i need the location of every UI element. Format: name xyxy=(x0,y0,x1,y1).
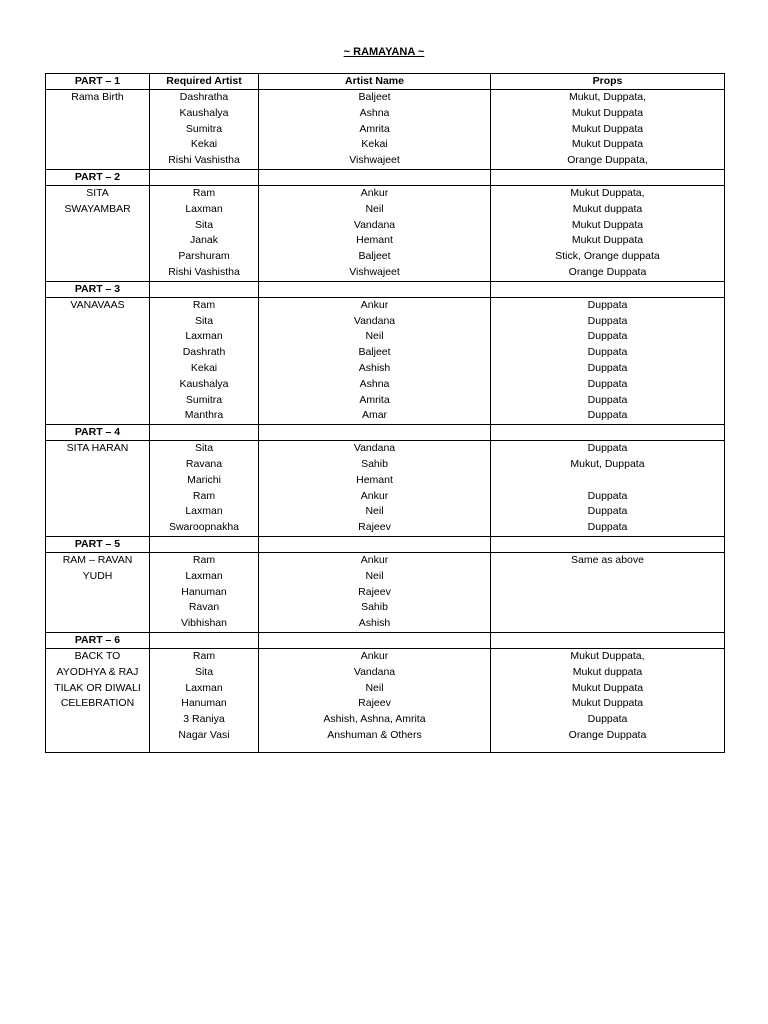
artist-name: Neil xyxy=(365,505,384,518)
artist-name: Vandana xyxy=(353,218,396,231)
artist-name: Rajeev xyxy=(358,521,391,534)
artist-name: Amrita xyxy=(359,393,390,406)
artist-name: Ankur xyxy=(360,186,389,199)
part-row xyxy=(46,169,725,185)
part-label: PART – 2 xyxy=(46,169,150,185)
props-value: Duppata xyxy=(587,521,628,534)
part-row-empty-cell xyxy=(259,169,491,185)
artist-name: Vishwajeet xyxy=(349,265,400,278)
artist-name: Neil xyxy=(365,202,384,215)
part-label: PART – 4 xyxy=(46,425,150,441)
artist-name: Ashish xyxy=(358,361,391,374)
props-cell xyxy=(491,185,725,281)
artist-name: Baljeet xyxy=(358,250,391,263)
part-row xyxy=(46,425,725,441)
section-name-line: BACK TO xyxy=(74,649,121,662)
props-value: Duppata xyxy=(587,377,628,390)
header-part: PART – 1 xyxy=(46,74,150,90)
artist-name: Baljeet xyxy=(358,91,391,103)
artist-name: Hemant xyxy=(356,473,393,486)
props-value: Duppata xyxy=(587,442,628,455)
role-cell xyxy=(150,648,259,752)
role-name: Rishi Vashistha xyxy=(168,265,240,278)
role-name: Ram xyxy=(192,553,216,566)
artist-name: Ashish xyxy=(358,617,391,630)
role-name: Ravan xyxy=(188,601,220,614)
section-name-line: SITA xyxy=(86,186,109,199)
artist-name: Ashna xyxy=(359,106,390,119)
section-name-cell xyxy=(46,297,150,424)
part-row-empty-cell xyxy=(259,425,491,441)
props-cell xyxy=(491,90,725,170)
role-name: Ram xyxy=(192,186,216,199)
document-title: ~ RAMAYANA ~ xyxy=(343,46,425,58)
role-name: Dashrath xyxy=(182,346,226,359)
role-name: Parshuram xyxy=(178,250,230,263)
props-value: Mukut duppata xyxy=(572,202,643,215)
props-value: Duppata xyxy=(587,409,628,422)
props-value: Duppata xyxy=(587,314,628,327)
role-name: Dashratha xyxy=(179,91,229,103)
header-required-artist: Required Artist xyxy=(150,74,259,90)
artist-cell xyxy=(259,441,491,537)
cast-table-body xyxy=(46,90,725,753)
part-row xyxy=(46,536,725,552)
role-cell xyxy=(150,297,259,424)
artist-name: Amrita xyxy=(359,122,390,135)
artist-name: Kekai xyxy=(361,138,388,151)
cell-padding xyxy=(46,712,149,720)
artist-name: Rajeev xyxy=(358,585,391,598)
role-name: Sita xyxy=(194,442,214,455)
part-row-empty-cell xyxy=(259,632,491,648)
part-label: PART – 3 xyxy=(46,281,150,297)
artist-name: Ankur xyxy=(360,649,389,662)
section-name-line: RAM – RAVAN xyxy=(62,553,133,566)
role-name: 3 Raniya xyxy=(183,713,225,726)
props-value: Orange Duppata xyxy=(568,265,647,278)
role-name: Ram xyxy=(192,649,216,662)
artist-cell xyxy=(259,648,491,752)
props-value xyxy=(491,569,724,585)
part-row-empty-cell xyxy=(491,281,725,297)
section-name-line: AYODHYA & RAJ xyxy=(56,665,139,678)
artist-name: Hemant xyxy=(356,234,393,247)
part-row-empty-cell xyxy=(491,632,725,648)
props-cell xyxy=(491,441,725,537)
header-row xyxy=(46,74,725,90)
part-row-empty-cell xyxy=(259,281,491,297)
role-name: Kaushalya xyxy=(179,377,229,390)
artist-cell xyxy=(259,297,491,424)
cell-padding xyxy=(150,744,258,752)
section-row xyxy=(46,297,725,424)
artist-name: Rajeev xyxy=(358,697,391,710)
part-row-empty-cell xyxy=(150,536,259,552)
part-row xyxy=(46,632,725,648)
section-name-cell xyxy=(46,648,150,752)
role-name: Laxman xyxy=(185,202,223,215)
role-name: Sumitra xyxy=(185,393,223,406)
props-value xyxy=(491,616,724,632)
role-name: Marichi xyxy=(187,473,221,486)
section-row xyxy=(46,185,725,281)
role-cell xyxy=(150,185,259,281)
part-row-empty-cell xyxy=(150,169,259,185)
artist-name: Ankur xyxy=(360,553,389,566)
role-name: Nagar Vasi xyxy=(178,728,230,741)
artist-name: Sahib xyxy=(361,601,388,614)
artist-cell xyxy=(259,90,491,170)
props-value xyxy=(491,585,724,601)
artist-name: Vandana xyxy=(353,442,396,455)
artist-name: Anshuman & Others xyxy=(327,728,422,741)
artist-name: Neil xyxy=(365,681,384,694)
artist-cell xyxy=(259,185,491,281)
artist-cell xyxy=(259,552,491,632)
props-value: Mukut duppata xyxy=(572,665,643,678)
role-name: Kaushalya xyxy=(179,106,229,119)
role-name: Laxman xyxy=(185,681,223,694)
props-value: Mukut Duppata, xyxy=(570,186,645,199)
section-name-line: VANAVAAS xyxy=(70,298,125,311)
artist-name: Ashish, Ashna, Amrita xyxy=(323,713,426,726)
header-artist-name: Artist Name xyxy=(259,74,491,90)
part-row xyxy=(46,281,725,297)
props-value: Duppata xyxy=(587,298,628,311)
props-value: Duppata xyxy=(587,361,628,374)
props-value: Mukut Duppata xyxy=(571,138,644,151)
part-row-empty-cell xyxy=(491,536,725,552)
props-value: Mukut Duppata, xyxy=(570,649,645,662)
artist-name: Ankur xyxy=(360,489,389,502)
section-name-cell xyxy=(46,90,150,170)
role-name: Hanuman xyxy=(181,585,227,598)
props-value: Mukut Duppata xyxy=(571,122,644,135)
section-name-line: YUDH xyxy=(82,569,113,582)
section-name-cell xyxy=(46,441,150,537)
artist-name: Vishwajeet xyxy=(349,154,400,167)
role-name: Laxman xyxy=(185,569,223,582)
props-value: Mukut Duppata xyxy=(571,681,644,694)
section-name-line: TILAK OR DIWALI xyxy=(54,681,141,694)
props-value: Orange Duppata, xyxy=(567,154,648,167)
props-value: Mukut Duppata xyxy=(571,697,644,710)
role-name: Ram xyxy=(192,298,216,311)
header-props: Props xyxy=(491,74,725,90)
artist-name: Neil xyxy=(365,330,384,343)
props-value: Stick, Orange duppata xyxy=(555,250,660,263)
role-name: Laxman xyxy=(185,330,223,343)
props-value: Duppata xyxy=(587,713,628,726)
part-row-empty-cell xyxy=(150,281,259,297)
role-name: Sita xyxy=(194,218,214,231)
props-value: Duppata xyxy=(587,393,628,406)
part-row-empty-cell xyxy=(491,425,725,441)
props-value: Duppata xyxy=(587,505,628,518)
props-cell xyxy=(491,297,725,424)
props-value xyxy=(491,600,724,616)
role-name: Sita xyxy=(194,314,214,327)
props-value: Orange Duppata xyxy=(568,728,647,741)
props-value: Mukut Duppata xyxy=(571,234,644,247)
section-name-line: Rama Birth xyxy=(71,91,124,103)
props-cell xyxy=(491,552,725,632)
role-name: Sita xyxy=(194,665,214,678)
role-name: Sumitra xyxy=(185,122,223,135)
props-value xyxy=(491,473,724,489)
artist-name: Sahib xyxy=(361,457,388,470)
artist-name: Baljeet xyxy=(358,346,391,359)
part-label: PART – 6 xyxy=(46,632,150,648)
props-value: Same as above xyxy=(571,553,644,566)
role-name: Rishi Vashistha xyxy=(168,154,240,167)
section-row xyxy=(46,90,725,170)
section-row xyxy=(46,441,725,537)
role-name: Kekai xyxy=(190,361,218,374)
role-name: Swaroopnakha xyxy=(168,521,240,534)
cell-padding xyxy=(491,744,724,752)
section-row xyxy=(46,648,725,752)
role-name: Vibhishan xyxy=(181,617,227,630)
props-cell xyxy=(491,648,725,752)
role-name: Kekai xyxy=(190,138,218,151)
role-name: Laxman xyxy=(185,505,223,518)
cell-padding xyxy=(259,744,490,752)
section-name-cell xyxy=(46,552,150,632)
role-name: Janak xyxy=(189,234,219,247)
part-row-empty-cell xyxy=(491,169,725,185)
props-value: Mukut Duppata xyxy=(571,218,644,231)
artist-name: Vandana xyxy=(353,314,396,327)
artist-name: Amar xyxy=(361,409,388,422)
section-name-cell xyxy=(46,185,150,281)
part-row-empty-cell xyxy=(150,425,259,441)
artist-name: Vandana xyxy=(353,665,396,678)
props-value: Duppata xyxy=(587,330,628,343)
part-row-empty-cell xyxy=(259,536,491,552)
props-value: Mukut, Duppata, xyxy=(568,91,647,103)
role-name: Ram xyxy=(192,489,216,502)
props-value: Mukut, Duppata xyxy=(570,457,645,470)
role-cell xyxy=(150,441,259,537)
props-value: Mukut Duppata xyxy=(571,106,644,119)
role-cell xyxy=(150,90,259,170)
section-name-line: SWAYAMBAR xyxy=(64,202,131,215)
section-row xyxy=(46,552,725,632)
role-cell xyxy=(150,552,259,632)
section-name-line: SITA HARAN xyxy=(66,442,129,455)
role-name: Hanuman xyxy=(181,697,227,710)
part-row-empty-cell xyxy=(150,632,259,648)
part-label: PART – 5 xyxy=(46,536,150,552)
artist-name: Ankur xyxy=(360,298,389,311)
cast-table xyxy=(45,73,725,753)
artist-name: Neil xyxy=(365,569,384,582)
section-name-line: CELEBRATION xyxy=(60,697,135,710)
props-value: Duppata xyxy=(587,489,628,502)
role-name: Manthra xyxy=(184,409,224,422)
artist-name: Ashna xyxy=(359,377,390,390)
props-value: Duppata xyxy=(587,346,628,359)
role-name: Ravana xyxy=(185,457,223,470)
